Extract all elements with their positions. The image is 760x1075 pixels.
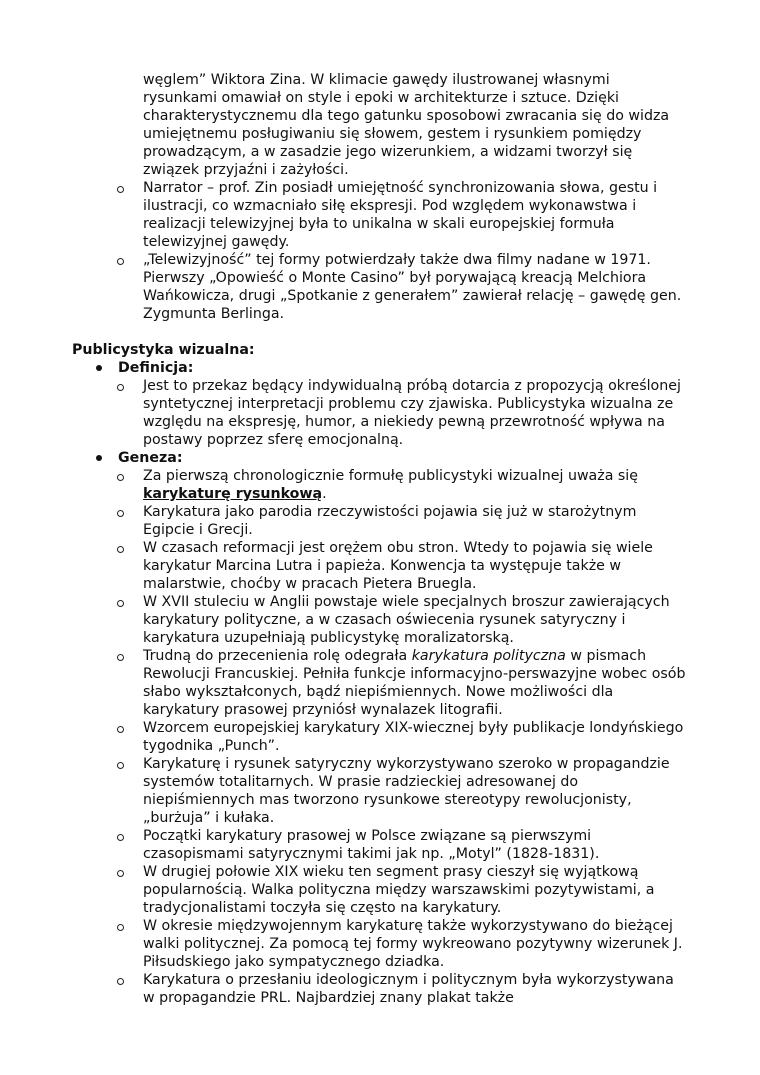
list-item-text: Początki karykatury prasowej w Polsce związane są pierwszymi czasopismami satyrycznymi takimi jak np. „Motyl” (1828-1831). <box>143 828 600 862</box>
list-item <box>0 71 688 179</box>
circle-bullet-icon <box>117 834 124 841</box>
list-item-text: Wzorcem europejskiej karykatury XIX-wiecznej były publikacje londyńskiego tygodnika „Punch”. <box>143 720 684 754</box>
list-item <box>0 917 688 971</box>
list-item <box>0 863 688 917</box>
circle-bullet-icon <box>117 474 124 481</box>
circle-bullet-icon <box>117 546 124 553</box>
list-item <box>0 647 688 719</box>
circle-bullet-icon <box>117 600 124 607</box>
list-item-text: . <box>322 486 327 502</box>
list-item <box>0 971 688 1007</box>
definicja-label: Definicja: <box>118 360 194 376</box>
list-item-text: Karykaturę i rysunek satyryczny wykorzystywano szeroko w propagandzie systemów totalitarnych. W prasie radzieckiej adresowanej do niepiśmiennych mas tworzono rysunkowe stereotypy rewolucjonisty, „burżuja” i kułaka. <box>143 756 670 826</box>
list-item <box>0 377 688 449</box>
list-item-text: Narrator – prof. Zin posiadł umiejętność synchronizowania słowa, gestu i ilustracji, co wzmacniało siłę ekspresji. Pod względem wykonawstwa i realizacji telewizyjnej była to unikalna w skali europejskiej formuła telewizyjnej gawędy. <box>143 180 658 250</box>
list-item-text: W okresie międzywojennym karykaturę także wykorzystywano do bieżącej walki politycznej. Za pomocą tej formy wykreowano pozytywny wizerunek J. Piłsudskiego jako sympatycznego dziadka. <box>143 918 683 970</box>
list-item <box>0 755 688 827</box>
geneza-label: Geneza: <box>118 450 183 466</box>
list-item <box>0 467 688 503</box>
circle-bullet-icon <box>117 384 124 391</box>
emphasis-text: karykaturę rysunkową <box>143 486 323 502</box>
list-item-text: W drugiej połowie XIX wieku ten segment prasy cieszył się wyjątkową popularnością. Walka polityczna między warszawskimi pozytywistami, a tradycjonalistami toczyła się często na karykatury. <box>143 864 655 916</box>
section-heading: Publicystyka wizualna: <box>72 342 255 358</box>
italic-text: karykatura polityczna <box>411 648 566 664</box>
list-item-text: węglem” Wiktora Zina. W klimacie gawędy ilustrowanej własnymi rysunkami omawiał on style i epoki w architekturze i sztuce. Dzięki charakterystycznemu dla tego gatunku sposobowi zwracania się do widza umiejętnemu posługiwaniu się słowem, gestem i rysunkiem pomiędzy prowadzącym, a w zasadzie jego wizerunkiem, a widzami tworzył się związek przyjaźni i zażyłości. <box>143 72 670 178</box>
disc-bullet-icon <box>96 455 102 461</box>
definicja-heading <box>0 359 760 377</box>
circle-bullet-icon <box>117 924 124 931</box>
list-item-text: w pismach Rewolucji Francuskiej. Pełniła funkcje informacyjno-perswazyjne wobec osób słabo wykształconych, bądź niepiśmiennych. Nowe możliwości dla karykatury prasowej przyniósł wynalazek litografii. <box>143 648 686 718</box>
list-item <box>0 593 688 647</box>
list-item <box>0 179 688 251</box>
disc-bullet-icon <box>96 365 102 371</box>
circle-bullet-icon <box>117 654 124 661</box>
list-item-text: Karykatura o przesłaniu ideologicznym i politycznym była wykorzystywana w propagandzie PRL. Najbardziej znany plakat także <box>143 972 674 1006</box>
list-item-text: Karykatura jako parodia rzeczywistości pojawia się już w starożytnym Egipcie i Grecji. <box>143 504 637 538</box>
circle-bullet-icon <box>117 870 124 877</box>
list-item-text: „Telewizyjność” tej formy potwierdzały także dwa filmy nadane w 1971. Pierwszy „Opowieść o Monte Casino” był porywającą kreacją Melchiora Wańkowicza, drugi „Spotkanie z generałem” zawierał relację – gawędę gen. Zygmunta Berlinga. <box>143 252 682 322</box>
list-item <box>0 719 688 755</box>
circle-bullet-icon <box>117 978 124 985</box>
list-item-text: Jest to przekaz będący indywidualną próbą dotarcia z propozycją określonej syntetycznej interpretacji problemu czy zjawiska. Publicystyka wizualna ze względu na ekspresję, humor, a niekiedy pewną przewrotność wpływa na postawy poprzez sferę emocjonalną. <box>143 378 681 448</box>
list-item <box>0 827 688 863</box>
circle-bullet-icon <box>117 258 124 265</box>
list-item-text: W XVII stuleciu w Anglii powstaje wiele specjalnych broszur zawierających karykatury polityczne, a w czasach oświecenia rysunek satyryczny i karykatura uzupełniają publicystykę moralizatorską. <box>143 594 670 646</box>
section-list <box>0 359 760 1007</box>
circle-bullet-icon <box>117 510 124 517</box>
list-item <box>0 503 688 539</box>
circle-bullet-icon <box>117 726 124 733</box>
list-item-text: Za pierwszą chronologicznie formułę publicystyki wizualnej uważa się <box>143 468 638 484</box>
circle-bullet-icon <box>117 186 124 193</box>
list-item <box>0 539 688 593</box>
list-item-text: W czasach reformacji jest orężem obu stron. Wtedy to pojawia się wiele karykatur Marcina Lutra i papieża. Konwencja ta występuje także w malarstwie, choćby w pracach Pietera Bruegla. <box>143 540 653 592</box>
circle-bullet-icon <box>117 762 124 769</box>
list-item <box>0 251 688 323</box>
top-list <box>0 71 760 323</box>
geneza-heading <box>0 449 760 467</box>
list-item-text: Trudną do przecenienia rolę odegrała <box>143 648 412 664</box>
